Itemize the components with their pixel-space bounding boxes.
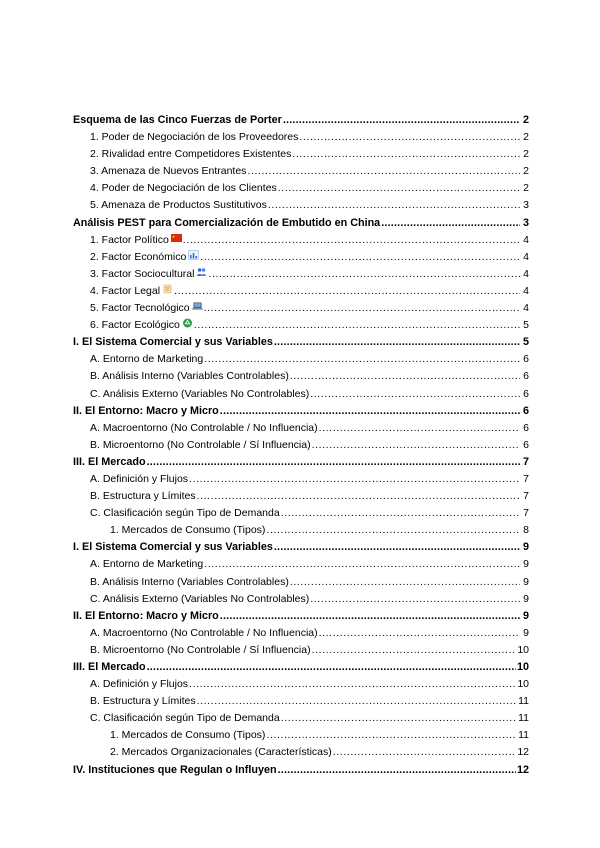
toc-entry[interactable] [73,762,529,779]
toc-page-number: 10 [517,678,529,691]
toc-entry[interactable] [73,522,529,539]
toc-dot-leader [183,232,520,249]
toc-entry[interactable] [73,539,529,556]
toc-entry-title: 2. Rivalidad entre Competidores Existentes [90,148,292,161]
toc-entry-title: B. Microentorno (No Controlable / Sí Influencia) [90,643,311,656]
toc-page-number: 2 [523,131,529,144]
toc-entry[interactable] [73,710,529,727]
toc-entry-title: 2. Mercados Organizacionales (Características) [110,746,332,759]
toc-entry-title: 5. Factor Tecnológico [90,302,190,315]
toc-page-number: 9 [522,609,529,622]
toc-entry-title: B. Estructura y Límites [90,695,196,708]
toc-entry[interactable] [73,232,529,249]
toc-page-number: 11 [518,695,529,708]
toc-entry-title: 1. Mercados de Consumo (Tipos) [110,729,266,742]
toc-entry[interactable] [73,197,529,214]
toc-dot-leader [147,454,520,471]
toc-entry[interactable] [73,693,529,710]
toc-page-number: 2 [523,165,529,178]
toc-dot-leader [381,215,520,232]
toc-entry[interactable] [73,505,529,522]
toc-entry-title: II. El Entorno: Macro y Micro [73,609,219,622]
toc-entry-title: B. Microentorno (No Controlable / Sí Influencia) [90,438,311,451]
toc-entry-title: 1. Mercados de Consumo (Tipos) [110,524,266,537]
toc-entry[interactable] [73,488,529,505]
toc-entry-title: 2. Factor Económico [90,250,187,263]
toc-dot-leader [247,163,520,180]
toc-dot-leader [283,112,520,129]
toc-entry[interactable] [73,574,529,591]
toc-dot-leader [204,300,520,317]
toc-entry-title: 5. Amenaza de Productos Sustitutivos [90,199,267,212]
scroll-icon [162,283,173,293]
toc-dot-leader [278,762,516,779]
toc-dot-leader [281,505,520,522]
toc-entry[interactable] [73,437,529,454]
toc-page-number: 2 [523,182,529,195]
toc-dot-leader [278,180,520,197]
toc-entry-title: 4. Factor Legal [90,284,161,297]
toc-page-number: 10 [516,661,529,673]
toc-dot-leader [194,317,520,334]
toc-dot-leader [266,727,517,744]
toc-entry[interactable] [73,727,529,744]
toc-entry-title: C. Clasificación según Tipo de Demanda [90,712,280,725]
toc-dot-leader [319,420,520,437]
toc-entry[interactable] [73,215,529,232]
toc-entry[interactable] [73,659,529,676]
toc-dot-leader [290,574,520,591]
toc-page-number: 9 [522,541,529,554]
toc-entry-title: II. El Entorno: Macro y Micro [73,404,219,417]
toc-dot-leader [189,676,516,693]
toc-entry[interactable] [73,386,529,403]
toc-page-number: 9 [523,626,529,639]
toc-page-number: 5 [522,336,529,349]
toc-entry[interactable] [73,334,529,351]
toc-entry[interactable] [73,317,529,334]
toc-dot-leader [266,522,520,539]
toc-dot-leader [147,659,516,676]
toc-entry-title: III. El Mercado [73,455,146,468]
toc-dot-leader [197,693,517,710]
toc-page-number: 11 [518,729,529,742]
toc-dot-leader [274,334,520,351]
toc-entry-title: Esquema de las Cinco Fuerzas de Porter [73,114,282,126]
toc-entry[interactable] [73,368,529,385]
people-icon [196,266,207,276]
toc-page-number: 4 [523,233,529,246]
toc-entry-title: I. El Sistema Comercial y sus Variables [73,541,273,554]
toc-page-number: 6 [523,353,529,366]
toc-page-number: 6 [523,370,529,383]
toc-dot-leader [310,591,520,608]
toc-dot-leader [292,146,520,163]
table-of-contents [73,112,529,779]
toc-entry[interactable] [73,249,529,266]
toc-page-number: 7 [522,455,529,468]
toc-page-number: 9 [523,558,529,571]
toc-page-number: 9 [523,592,529,605]
toc-dot-leader [312,642,517,659]
toc-page-number: 6 [523,421,529,434]
toc-entry[interactable] [73,180,529,197]
toc-dot-leader [220,403,520,420]
laptop-icon [192,300,203,310]
toc-dot-leader [204,556,520,573]
toc-entry[interactable] [73,591,529,608]
toc-entry-title: III. El Mercado [73,661,146,673]
toc-entry-title: Análisis PEST para Comercialización de Embutido en China [73,216,381,229]
toc-entry[interactable] [73,129,529,146]
toc-entry[interactable] [73,625,529,642]
toc-entry-title: A. Definición y Flujos [90,472,189,485]
toc-entry-title: C. Clasificación según Tipo de Demanda [90,507,280,520]
toc-page-number: 2 [522,114,529,126]
toc-page-number: 7 [523,472,529,485]
toc-entry[interactable] [73,112,529,129]
toc-entry-title: A. Macroentorno (No Controlable / No Influencia) [90,421,318,434]
toc-page-number: 4 [523,250,529,263]
toc-page-number: 4 [523,302,529,315]
toc-entry-title: B. Análisis Interno (Variables Controlables) [90,370,289,383]
toc-entry[interactable] [73,744,529,761]
toc-entry[interactable] [73,403,529,420]
toc-entry[interactable] [73,266,529,283]
toc-dot-leader [290,368,520,385]
toc-entry-title: C. Análisis Externo (Variables No Controlables) [90,387,310,400]
toc-entry[interactable] [73,676,529,693]
toc-entry-title: IV. Instituciones que Regulan o Influyen [73,763,277,776]
toc-entry[interactable] [73,471,529,488]
toc-entry-title: 1. Poder de Negociación de los Proveedores [90,131,299,144]
toc-dot-leader [200,249,520,266]
toc-entry-title: A. Entorno de Marketing [90,558,204,571]
toc-entry-title: B. Estructura y Límites [90,490,196,503]
toc-entry[interactable] [73,608,529,625]
toc-page-number: 8 [523,524,529,537]
china-flag-icon [171,232,182,242]
toc-entry-title: 6. Factor Ecológico [90,319,180,332]
toc-page-number: 12 [517,746,529,759]
toc-dot-leader [312,437,520,454]
toc-entry[interactable] [73,300,529,317]
toc-page-number: 6 [522,404,529,417]
toc-page-number: 3 [523,199,529,212]
toc-page-number: 10 [517,643,529,656]
toc-page-number: 12 [516,763,529,776]
toc-page-number: 5 [523,319,529,332]
toc-dot-leader [333,744,517,761]
toc-dot-leader [189,471,520,488]
toc-dot-leader [204,351,520,368]
toc-page-number: 6 [523,438,529,451]
toc-entry[interactable] [73,556,529,573]
toc-entry-title: A. Macroentorno (No Controlable / No Influencia) [90,626,318,639]
toc-entry-title: 1. Factor Político [90,233,169,246]
toc-entry[interactable] [73,420,529,437]
toc-dot-leader [208,266,520,283]
toc-dot-leader [220,608,520,625]
toc-dot-leader [310,386,520,403]
toc-entry[interactable] [73,283,529,300]
toc-entry-title: 3. Amenaza de Nuevos Entrantes [90,165,247,178]
toc-page-number: 7 [523,490,529,503]
toc-entry-title: C. Análisis Externo (Variables No Controlables) [90,592,310,605]
toc-page-number: 4 [523,284,529,297]
toc-entry[interactable] [73,351,529,368]
toc-entry[interactable] [73,642,529,659]
toc-dot-leader [274,539,520,556]
toc-entry[interactable] [73,146,529,163]
toc-entry-title: 4. Poder de Negociación de los Clientes [90,182,277,195]
recycle-icon [182,317,193,327]
toc-dot-leader [319,625,520,642]
toc-entry[interactable] [73,163,529,180]
toc-entry-title: A. Entorno de Marketing [90,353,204,366]
toc-page-number: 11 [518,712,529,725]
toc-entry-title: I. El Sistema Comercial y sus Variables [73,336,273,349]
toc-page-number: 7 [523,507,529,520]
bar-chart-icon [188,249,199,259]
toc-entry-title: B. Análisis Interno (Variables Controlables) [90,575,289,588]
toc-page-number: 6 [523,387,529,400]
toc-entry-title: 3. Factor Sociocultural [90,267,195,280]
toc-dot-leader [268,197,520,214]
toc-entry[interactable] [73,454,529,471]
toc-dot-leader [281,710,517,727]
toc-page-number: 3 [522,216,529,229]
toc-page-number: 2 [523,148,529,161]
toc-dot-leader [174,283,520,300]
toc-page-number: 9 [523,575,529,588]
toc-dot-leader [197,488,520,505]
toc-entry-title: A. Definición y Flujos [90,678,189,691]
toc-dot-leader [299,129,520,146]
toc-page-number: 4 [523,267,529,280]
